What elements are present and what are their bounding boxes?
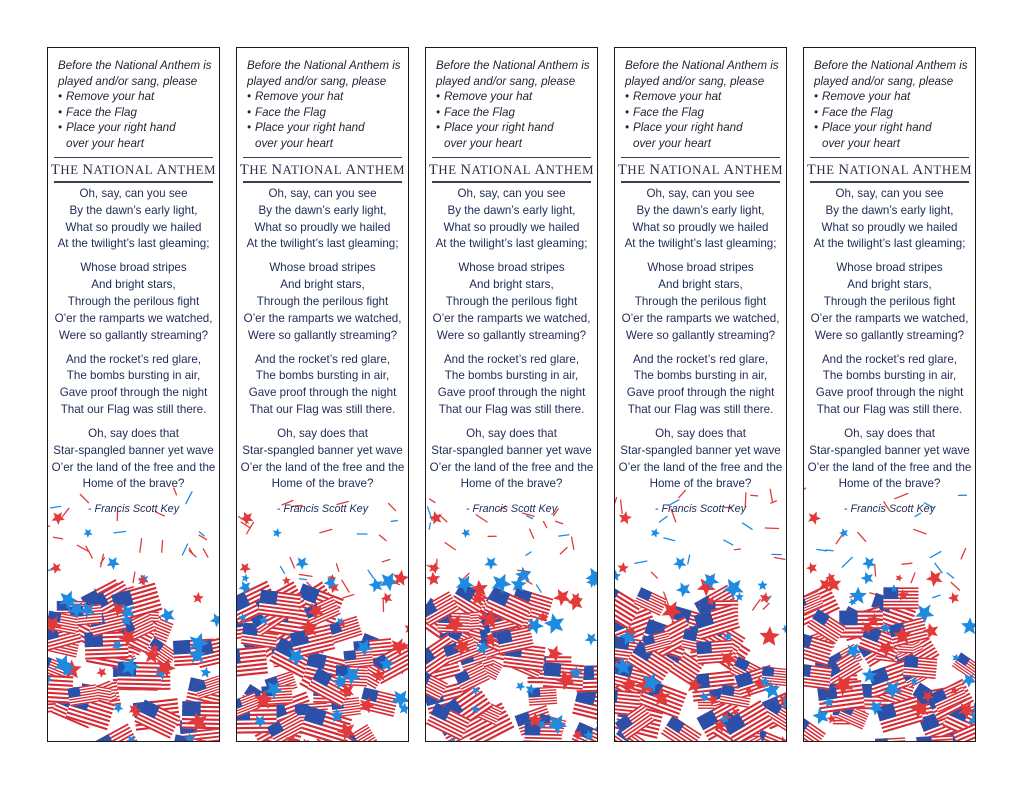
divider-line	[810, 157, 969, 158]
confetti	[774, 558, 784, 560]
instruction-item: • Face the Flag	[58, 105, 137, 119]
divider-line	[243, 157, 402, 158]
bullet-icon: •	[436, 90, 441, 104]
stanza-1	[804, 186, 975, 253]
confetti	[858, 532, 866, 541]
lyric-line: By the dawn’s early light,	[258, 203, 387, 217]
confetti	[280, 567, 284, 574]
bookmark-3	[425, 47, 598, 742]
lyric-line: Through the perilous fight	[445, 294, 578, 308]
lyric-line: Whose broad stripes	[458, 261, 565, 275]
lyric-line: Oh, say, can you see	[646, 187, 755, 200]
patriotic-flags-stars-illustration	[237, 478, 409, 742]
lyric-line: At the twilight’s last gleaming;	[435, 237, 588, 251]
star-icon	[271, 527, 282, 538]
lyric-line: And bright stars,	[469, 278, 554, 292]
confetti	[527, 516, 533, 519]
lyric-line: Whose broad stripes	[269, 261, 376, 275]
stanza-3	[237, 352, 408, 419]
star-icon	[49, 560, 65, 576]
lyric-line: Home of the brave?	[271, 477, 374, 491]
lyric-line: Whose broad stripes	[647, 261, 754, 275]
confetti	[537, 585, 541, 592]
lyric-line: And the rocket’s red glare,	[254, 352, 391, 366]
anthem-lyrics	[48, 186, 219, 500]
lyric-line: Star-spangled banner yet wave	[242, 443, 403, 457]
lyric-line: Home of the brave?	[838, 477, 941, 491]
lyric-line: By the dawn’s early light,	[825, 203, 954, 217]
star-icon	[403, 621, 409, 634]
star-icon	[82, 526, 95, 539]
confetti	[651, 572, 657, 578]
star-icon	[860, 553, 878, 571]
stanza-2	[48, 260, 219, 344]
instruction-item: • Place your right hand over your heart	[625, 121, 743, 150]
instructions-intro-line: played and/or sang, please	[814, 74, 954, 88]
instruction-item: • Remove your hat	[247, 90, 344, 104]
confetti	[199, 535, 207, 540]
bullet-icon: •	[247, 121, 252, 135]
patriotic-flags-stars-illustration	[48, 478, 220, 742]
bullet-icon: •	[58, 105, 63, 119]
star-icon	[551, 584, 575, 608]
lyric-line: O’er the ramparts we watched,	[810, 311, 969, 325]
lyric-line: And bright stars,	[658, 278, 743, 292]
us-flag-icon	[258, 589, 301, 619]
instructions-intro-line: Before the National Anthem is	[625, 59, 779, 72]
author-credit: - Francis Scott Key	[465, 503, 558, 515]
divider-line	[432, 157, 591, 158]
confetti	[817, 549, 827, 551]
lyric-line: O’er the land of the free and the	[51, 460, 216, 474]
lyric-line: Oh, say, can you see	[268, 187, 377, 200]
lyric-line: O’er the land of the free and the	[429, 460, 594, 474]
lyric-line: At the twilight’s last gleaming;	[57, 237, 210, 251]
instruction-item: • Face the Flag	[625, 105, 704, 119]
bullet-icon: •	[814, 121, 819, 135]
confetti	[635, 561, 647, 563]
lyric-line: Gave proof through the night	[59, 386, 208, 400]
lyric-line: O’er the land of the free and the	[807, 460, 972, 474]
lyric-line: Gave proof through the night	[437, 386, 586, 400]
confetti	[842, 557, 852, 567]
star-icon	[671, 553, 689, 571]
instructions-list	[247, 89, 402, 151]
lyric-line: Oh, say does that	[277, 426, 368, 440]
stanza-1	[426, 186, 597, 253]
star-icon	[241, 573, 251, 582]
lyric-line: Oh, say, can you see	[79, 187, 188, 200]
instructions-intro-line: Before the National Anthem is	[247, 59, 401, 72]
bullet-icon: •	[247, 90, 252, 104]
confetti	[933, 595, 940, 597]
instruction-item: • Remove your hat	[436, 90, 533, 104]
confetti	[751, 495, 758, 496]
confetti	[391, 521, 397, 522]
confetti	[299, 574, 312, 576]
bullet-icon: •	[436, 105, 441, 119]
confetti	[445, 543, 455, 550]
lyric-line: Home of the brave?	[460, 477, 563, 491]
divider-line	[810, 181, 969, 183]
confetti	[133, 572, 135, 582]
lyric-line: Star-spangled banner yet wave	[809, 443, 970, 457]
lyric-line: Oh, say, can you see	[457, 187, 566, 200]
us-flag-icon	[343, 648, 373, 669]
bullet-icon: •	[625, 105, 630, 119]
confetti	[556, 521, 563, 524]
instructions-intro-line: played and/or sang, please	[625, 74, 765, 88]
lyric-line: What so proudly we hailed	[443, 220, 580, 234]
stanza-2	[615, 260, 786, 344]
anthem-title: THE NATIONAL ANTHEM	[617, 162, 784, 178]
instructions-list	[625, 89, 780, 151]
anthem-etiquette-instructions	[247, 58, 402, 152]
stanza-3	[615, 352, 786, 419]
lyric-line: O’er the ramparts we watched,	[432, 311, 591, 325]
divider-line	[621, 157, 780, 158]
lyric-line: Were so gallantly streaming?	[436, 328, 587, 342]
confetti	[368, 570, 373, 578]
lyric-line: And bright stars,	[91, 278, 176, 292]
confetti	[203, 549, 208, 557]
author-credit: - Francis Scott Key	[87, 503, 180, 515]
star-icon	[460, 526, 473, 539]
instruction-item: • Face the Flag	[814, 105, 893, 119]
lyric-line: O’er the ramparts we watched,	[243, 311, 402, 325]
confetti	[875, 564, 876, 576]
anthem-etiquette-instructions	[814, 58, 969, 152]
confetti	[911, 573, 915, 583]
lyric-line: By the dawn’s early light,	[636, 203, 765, 217]
bullet-icon: •	[625, 121, 630, 135]
star-icon	[208, 610, 220, 630]
lyric-line: What so proudly we hailed	[632, 220, 769, 234]
bookmark-5	[803, 47, 976, 742]
confetti	[724, 540, 733, 545]
lyric-line: And bright stars,	[280, 278, 365, 292]
confetti	[753, 600, 761, 610]
author-credit: - Francis Scott Key	[654, 503, 747, 515]
divider-line	[54, 181, 213, 183]
confetti	[804, 488, 806, 494]
bullet-icon: •	[814, 90, 819, 104]
anthem-title: THE NATIONAL ANTHEM	[806, 162, 973, 178]
instructions-list	[58, 89, 213, 151]
bullet-icon: •	[58, 90, 63, 104]
star-icon	[617, 561, 629, 573]
star-icon	[565, 591, 587, 613]
stanza-2	[804, 260, 975, 344]
lyric-line: Through the perilous fight	[823, 294, 956, 308]
lyric-line: That our Flag was still there.	[627, 402, 774, 416]
author-credit: - Francis Scott Key	[843, 503, 936, 515]
lyric-line: That our Flag was still there.	[249, 402, 396, 416]
star-icon	[649, 527, 661, 539]
confetti	[770, 489, 772, 502]
confetti	[947, 573, 954, 578]
lyric-line: Gave proof through the night	[626, 386, 775, 400]
us-flag-icon	[661, 716, 702, 742]
lyric-line: Home of the brave?	[82, 477, 185, 491]
confetti	[48, 526, 50, 527]
lyric-line: Through the perilous fight	[67, 294, 200, 308]
lyric-line: O’er the land of the free and the	[618, 460, 783, 474]
star-icon	[961, 617, 976, 634]
instruction-item: • Place your right hand over your heart	[247, 121, 365, 150]
confetti	[743, 523, 752, 529]
confetti	[688, 555, 690, 564]
lyric-line: The bombs bursting in air,	[444, 369, 579, 383]
confetti	[559, 535, 569, 536]
bookmark-2	[236, 47, 409, 742]
star-icon	[780, 622, 787, 634]
bullet-icon: •	[814, 105, 819, 119]
lyric-line: Oh, say does that	[844, 426, 935, 440]
instruction-item: • Remove your hat	[58, 90, 155, 104]
us-flag-icon	[572, 687, 598, 724]
stanza-3	[48, 352, 219, 419]
lyric-line: O’er the ramparts we watched,	[621, 311, 780, 325]
confetti	[902, 563, 912, 564]
lyric-line: Star-spangled banner yet wave	[431, 443, 592, 457]
confetti	[382, 559, 389, 561]
lyric-line: That our Flag was still there.	[816, 402, 963, 416]
confetti	[290, 557, 294, 568]
instruction-item: • Place your right hand over your heart	[58, 121, 176, 150]
star-icon	[104, 554, 122, 572]
us-flag-icon	[916, 735, 954, 742]
confetti	[299, 579, 306, 580]
lyric-line: Star-spangled banner yet wave	[53, 443, 214, 457]
confetti	[526, 552, 531, 555]
confetti	[336, 564, 338, 572]
instruction-item: • Remove your hat	[625, 90, 722, 104]
lyric-line: Through the perilous fight	[256, 294, 389, 308]
anthem-etiquette-instructions	[436, 58, 591, 152]
instructions-list	[814, 89, 969, 151]
instructions-intro-line: played and/or sang, please	[436, 74, 576, 88]
confetti	[664, 538, 675, 541]
lyric-line: That our Flag was still there.	[438, 402, 585, 416]
instructions-intro-line: Before the National Anthem is	[58, 59, 212, 72]
star-icon	[482, 553, 500, 571]
lyric-line: And the rocket’s red glare,	[65, 352, 202, 366]
patriotic-flags-stars-illustration	[615, 478, 787, 742]
confetti	[379, 535, 386, 540]
us-flag-icon	[875, 737, 906, 742]
divider-line	[621, 181, 780, 183]
lyric-line: Oh, say does that	[88, 426, 179, 440]
confetti	[659, 516, 667, 522]
confetti	[572, 537, 574, 549]
lyric-line: Star-spangled banner yet wave	[620, 443, 781, 457]
author-credit: - Francis Scott Key	[276, 503, 369, 515]
instructions-intro-line: played and/or sang, please	[58, 74, 198, 88]
star-icon	[238, 560, 253, 575]
instruction-item: • Face the Flag	[247, 105, 326, 119]
stanza-1	[237, 186, 408, 253]
star-icon	[894, 573, 903, 582]
stanza-3	[804, 352, 975, 419]
confetti	[930, 552, 941, 558]
anthem-lyrics	[615, 186, 786, 500]
instruction-item: • Place your right hand over your heart	[436, 121, 554, 150]
lyric-line: The bombs bursting in air,	[822, 369, 957, 383]
confetti	[174, 488, 177, 495]
stanza-1	[48, 186, 219, 253]
confetti	[895, 494, 908, 499]
confetti	[679, 490, 686, 497]
lyric-line: Oh, say does that	[655, 426, 746, 440]
confetti	[80, 494, 88, 502]
star-icon	[293, 553, 311, 571]
star-icon	[300, 736, 312, 742]
anthem-etiquette-instructions	[58, 58, 213, 152]
lyric-line: And the rocket’s red glare,	[821, 352, 958, 366]
confetti	[140, 539, 142, 553]
confetti	[476, 515, 487, 522]
star-icon	[192, 591, 204, 603]
us-flag-icon	[237, 646, 268, 678]
lyric-line: The bombs bursting in air,	[66, 369, 201, 383]
confetti	[951, 582, 959, 590]
lyric-line: The bombs bursting in air,	[255, 369, 390, 383]
anthem-title: THE NATIONAL ANTHEM	[428, 162, 595, 178]
star-icon	[583, 630, 598, 647]
lyric-line: That our Flag was still there.	[60, 402, 207, 416]
star-icon	[757, 580, 767, 590]
lyric-line: Whose broad stripes	[836, 261, 943, 275]
lyric-line: Gave proof through the night	[248, 386, 397, 400]
lyric-line: Whose broad stripes	[80, 261, 187, 275]
lyric-line: Were so gallantly streaming?	[247, 328, 398, 342]
bullet-icon: •	[58, 121, 63, 135]
lyric-line: O’er the land of the free and the	[240, 460, 405, 474]
lyric-line: Were so gallantly streaming?	[814, 328, 965, 342]
anthem-etiquette-instructions	[625, 58, 780, 152]
star-icon	[583, 562, 598, 589]
patriotic-flags-stars-illustration	[804, 478, 976, 742]
star-icon	[427, 560, 441, 574]
star-icon	[95, 665, 110, 680]
confetti	[560, 547, 567, 553]
lyric-line: Gave proof through the night	[815, 386, 964, 400]
bullet-icon: •	[436, 121, 441, 135]
lyric-line: The bombs bursting in air,	[633, 369, 768, 383]
lyric-line: O’er the ramparts we watched,	[54, 311, 213, 325]
lyric-line: At the twilight’s last gleaming;	[624, 237, 777, 251]
us-flag-icon	[570, 722, 598, 742]
bullet-icon: •	[247, 105, 252, 119]
star-icon	[924, 566, 947, 589]
star-icon	[426, 570, 443, 588]
lyric-line: And the rocket’s red glare,	[632, 352, 769, 366]
confetti	[836, 535, 842, 544]
divider-line	[432, 181, 591, 183]
stanza-2	[237, 260, 408, 344]
confetti	[114, 531, 126, 532]
confetti	[763, 603, 769, 609]
bullet-icon: •	[625, 90, 630, 104]
lyric-line: And the rocket’s red glare,	[443, 352, 580, 366]
star-icon	[758, 591, 771, 604]
star-icon	[805, 560, 821, 576]
lyric-line: At the twilight’s last gleaming;	[813, 237, 966, 251]
lyric-line: Oh, say, can you see	[835, 187, 944, 200]
lyric-line: Were so gallantly streaming?	[625, 328, 776, 342]
lyric-line: What so proudly we hailed	[65, 220, 202, 234]
us-flag-icon	[903, 656, 938, 679]
confetti	[530, 529, 534, 538]
confetti	[342, 580, 349, 592]
divider-line	[243, 181, 402, 183]
bookmark-4	[614, 47, 787, 742]
anthem-lyrics	[237, 186, 408, 500]
instructions-intro-line: played and/or sang, please	[247, 74, 387, 88]
lyric-line: Through the perilous fight	[634, 294, 767, 308]
lyric-line: Oh, say does that	[466, 426, 557, 440]
lyric-line: By the dawn’s early light,	[69, 203, 198, 217]
confetti	[53, 537, 62, 539]
star-icon	[735, 592, 744, 601]
lyric-line: What so proudly we hailed	[821, 220, 958, 234]
confetti	[182, 544, 187, 555]
patriotic-flags-stars-illustration	[426, 478, 598, 742]
anthem-title: THE NATIONAL ANTHEM	[239, 162, 406, 178]
lyric-line: Home of the brave?	[649, 477, 752, 491]
confetti	[961, 548, 966, 558]
anthem-title: THE NATIONAL ANTHEM	[50, 162, 217, 178]
confetti	[914, 529, 926, 533]
star-icon	[514, 679, 527, 692]
star-icon	[759, 626, 780, 646]
anthem-lyrics	[804, 186, 975, 500]
divider-line	[54, 157, 213, 158]
instruction-item: • Face the Flag	[436, 105, 515, 119]
lyric-line: Were so gallantly streaming?	[58, 328, 209, 342]
confetti	[162, 540, 163, 552]
lyric-line: At the twilight’s last gleaming;	[246, 237, 399, 251]
confetti	[320, 529, 332, 532]
lyric-line: What so proudly we hailed	[254, 220, 391, 234]
stanza-3	[426, 352, 597, 419]
confetti	[343, 595, 354, 598]
instruction-item: • Place your right hand over your heart	[814, 121, 932, 150]
confetti	[543, 522, 546, 528]
confetti	[186, 492, 192, 504]
instruction-item: • Remove your hat	[814, 90, 911, 104]
bookmark-1	[47, 47, 220, 742]
confetti	[86, 546, 92, 558]
confetti	[935, 563, 942, 573]
instructions-intro-line: Before the National Anthem is	[436, 59, 590, 72]
star-icon	[674, 579, 695, 600]
star-icon	[380, 590, 396, 606]
lyric-line: By the dawn’s early light,	[447, 203, 576, 217]
confetti	[429, 523, 430, 529]
instructions-list	[436, 89, 591, 151]
stanza-2	[426, 260, 597, 344]
star-icon	[859, 569, 877, 587]
confetti	[734, 549, 740, 550]
star-icon	[947, 590, 963, 606]
lyric-line: And bright stars,	[847, 278, 932, 292]
anthem-lyrics	[426, 186, 597, 500]
instructions-intro-line: Before the National Anthem is	[814, 59, 968, 72]
stanza-1	[615, 186, 786, 253]
